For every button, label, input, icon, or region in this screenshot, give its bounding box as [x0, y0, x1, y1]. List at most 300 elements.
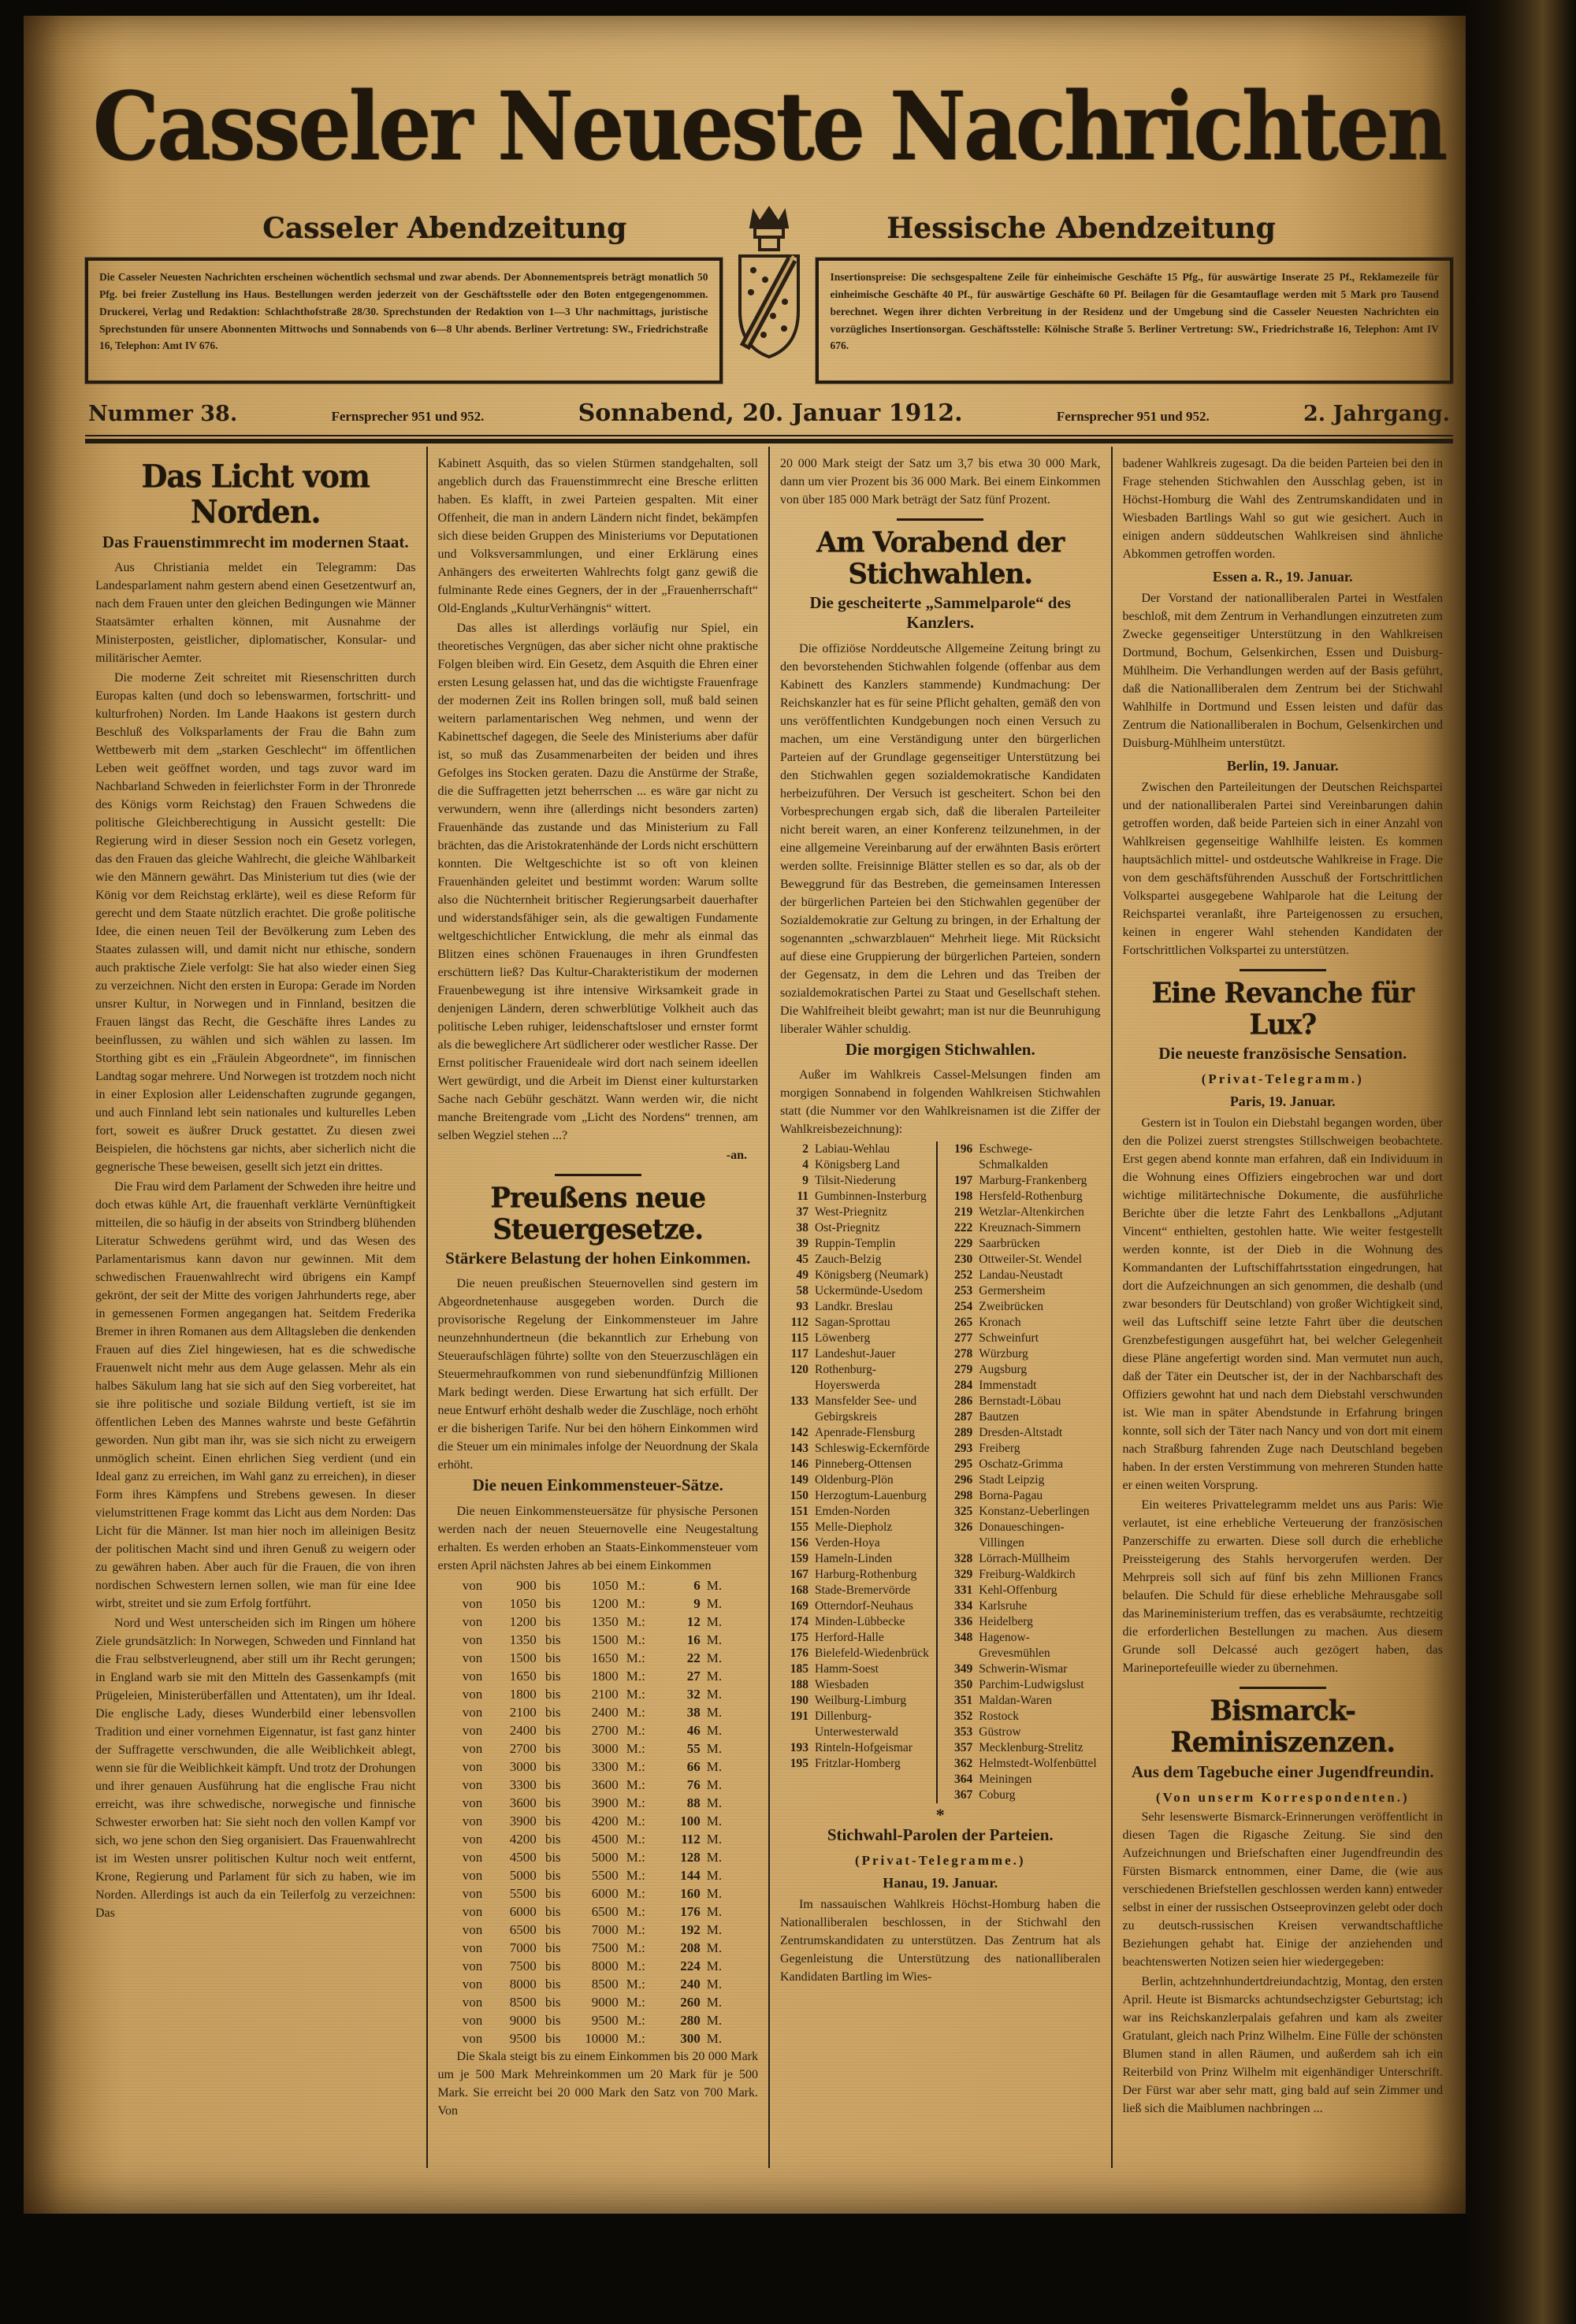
tax-von-label: von	[462, 1903, 483, 1919]
paragraph: Ein weiteres Privattelegramm meldet uns aus Paris: Wie verlautet, ist eine erhebliche Verteuerung der französischen Panzerschiffe zu erwarten. Diese soll durch die erhebliche Preissteigerung des Stahls hervorgerufen werden. Der Mehrpreis soll sich auf fünf bis zehn Millionen Francs belaufen. Die Schuld für diese erhebliche Mehrausgabe soll das Marineministerium treffen, das es verabsäumte, rechtzeitig die erforderlichen Bestellungen zu machen. Aus diesem Grunde soll Delcassé auch gezögert haben, das Marineportefeuille wieder zu übernehmen.	[1122, 1498, 1443, 1676]
tax-von-label: von	[462, 1940, 483, 1955]
tax-amount-value: 27	[686, 1668, 701, 1684]
tax-bis-label: bis	[545, 1849, 561, 1865]
tax-mark-label: M.:	[626, 1758, 645, 1774]
district-item	[780, 1709, 936, 1740]
district-number: 198	[954, 1189, 973, 1203]
tax-bis-label: bis	[545, 1650, 561, 1665]
district-name: Schwerin-Wismar	[979, 1661, 1068, 1676]
district-name: Kronach	[979, 1315, 1021, 1329]
telegram-note: (Privat-Telegramm.)	[1201, 1071, 1364, 1087]
tax-to-value: 7500	[591, 1940, 619, 1955]
paragraph: Außer im Wahlkreis Cassel-Melsungen finden am morgigen Sonnabend in folgenden Wahlkreisen Stichwahlen statt (die Nummer vor den Wahlkreisnamen ist die Ziffer der Wahlkreisbezeichnung):	[780, 1067, 1101, 1136]
district-name: Otterndorf-Neuhaus	[815, 1598, 913, 1613]
book-edge	[1466, 0, 1576, 2324]
tax-amount-value: 280	[680, 2012, 701, 2028]
tax-bis-label: bis	[545, 1740, 561, 1756]
district-item	[944, 1252, 1100, 1268]
district-number: 357	[954, 1740, 973, 1754]
tax-von-label: von	[462, 1994, 483, 2010]
tax-from-value: 2400	[509, 1722, 537, 1738]
district-number: 197	[954, 1173, 973, 1187]
volume-number: 2. Jahrgang.	[1303, 402, 1450, 426]
district-item	[944, 1331, 1100, 1346]
district-item	[780, 1425, 936, 1441]
tax-mark-unit: M.	[706, 1795, 723, 1810]
tax-to-value: 1200	[591, 1595, 619, 1611]
tax-mark-label: M.:	[626, 1940, 645, 1955]
tax-amount-value: 9	[693, 1595, 701, 1611]
district-number: 325	[954, 1504, 973, 1518]
paragraph: Im nassauischen Wahlkreis Höchst-Homburg haben die Nationalliberalen beschlossen, in der Stichwahl den Zentrumskandidaten zu unterstützen. Das Zentrum hat als Gegenleistung die Unterstützung des nationalliberalen Kandidaten Bartling im Wies-	[780, 1897, 1101, 1984]
tax-rate-row	[438, 1667, 759, 1685]
tax-mark-unit: M.	[706, 2012, 723, 2028]
separator-rule	[1240, 969, 1326, 971]
district-number: 175	[790, 1630, 808, 1644]
subtitle-right: Hessische Abendzeitung	[886, 212, 1276, 245]
district-name: Dresden-Altstadt	[979, 1425, 1063, 1439]
district-name: Gumbinnen-Insterburg	[815, 1189, 927, 1203]
tax-von-label: von	[462, 1885, 483, 1901]
district-name: Lörrach-Müllheim	[979, 1551, 1070, 1565]
tax-rate-row	[438, 1631, 759, 1649]
district-item	[780, 1346, 936, 1362]
tax-rate-row	[438, 1830, 759, 1848]
tax-from-value: 6500	[509, 1921, 537, 1937]
district-name: Stadt Leipzig	[979, 1472, 1045, 1487]
district-item	[780, 1205, 936, 1220]
tax-amount-value: 88	[686, 1795, 701, 1810]
tax-mark-label: M.:	[626, 1704, 645, 1720]
tax-mark-unit: M.	[706, 1613, 723, 1629]
district-item	[780, 1252, 936, 1268]
district-number: 151	[790, 1504, 808, 1518]
separator-rule	[1240, 1687, 1326, 1689]
district-name: Güstrow	[979, 1724, 1021, 1739]
tax-from-value: 3900	[509, 1813, 537, 1828]
district-item	[944, 1378, 1100, 1394]
district-item	[780, 1630, 936, 1646]
district-name: Ruppin-Templin	[815, 1236, 896, 1250]
district-name: Borna-Pagau	[979, 1488, 1043, 1502]
district-item	[780, 1504, 936, 1520]
column-1	[85, 447, 426, 2168]
tax-from-value: 5500	[509, 1885, 537, 1901]
district-item	[780, 1173, 936, 1189]
tax-rate-row	[438, 1739, 759, 1758]
tax-to-value: 7000	[591, 1921, 619, 1937]
tax-bis-label: bis	[545, 1903, 561, 1919]
tax-mark-unit: M.	[706, 1940, 723, 1955]
district-number: 117	[790, 1346, 808, 1361]
district-number: 334	[954, 1598, 973, 1613]
district-name: Mecklenburg-Strelitz	[979, 1740, 1084, 1754]
district-name: Herzogtum-Lauenburg	[815, 1488, 927, 1502]
district-number: 190	[790, 1693, 808, 1707]
tax-amount-value: 6	[693, 1577, 701, 1593]
tax-amount-value: 160	[680, 1885, 701, 1901]
paragraph: Die Skala steigt bis zu einem Einkommen bis 20 000 Mark um je 500 Mark Mehreinkommen um 20 Mark für je 500 Mark. Sie erreicht bei 20 000 Mark den Satz von 700 Mark. Von	[437, 2049, 758, 2118]
district-number: 279	[954, 1362, 973, 1376]
paragraph: Die neuen preußischen Steuernovellen sind gestern im Abgeordnetenhause ausgegeben worden. Durch die provisorische Regelung der Einkommensteuer im Jahre neunzehnhundertneun (die bekanntlich zur Erhebung von Steueraufschlägen führte) sollte von den Steuerzuschlägen ein Steuermehraufkommen von rund siebenundfünfzig Millionen Mark bedingt werden. Diese Erwartung hat sich erfüllt. Der neue Entwurf erhöht deshalb weder die Zuschläge, noch erhöht er die bisherigen Tarife. Nur bei den höhern Einkommen wird die Steuer um ein minimales infolge der Neuordnung der Skala erhöht.	[437, 1277, 758, 1472]
district-name: Landeshut-Jauer	[815, 1346, 896, 1361]
district-name: Konstanz-Ueberlingen	[979, 1504, 1090, 1518]
district-name: Schweinfurt	[979, 1331, 1039, 1345]
tax-von-label: von	[462, 2030, 483, 2046]
asterisk-separator: *	[935, 1804, 945, 1825]
district-name: Donaueschingen-Villingen	[979, 1520, 1065, 1550]
publication-date: Sonnabend, 20. Januar 1912.	[578, 399, 963, 427]
tax-from-value: 1200	[509, 1613, 537, 1629]
tax-amount-value: 176	[680, 1903, 701, 1919]
paragraph: Zwischen den Parteileitungen der Deutschen Reichspartei und der nationalliberalen Partei sind Vereinbarungen dahin getroffen worden, daß beide Parteien sich in einer Anzahl von Wahlkreisen gegenseitige Wahlhilfe leisten. Es kommen hauptsächlich mittel- und ostdeutsche Wahlkreise in Frage. Die von dem geschäftsführenden Ausschuß der Fortschrittlichen Volkspartei ausgegebene Wahlparole hat die Leitung der Reichspartei veranlaßt, ihre Parteigenossen zu ersuchen, keinen in engerer Wahl stehenden Kandidaten der Fortschrittlichen Volkspartei zu unterstützen.	[1122, 781, 1443, 957]
district-name: Maldan-Waren	[979, 1693, 1052, 1707]
district-name: Schleswig-Eckernförde	[815, 1441, 930, 1455]
tax-from-value: 4200	[509, 1831, 537, 1847]
district-sublist-left	[780, 1142, 936, 1803]
district-name: Landkr. Breslau	[815, 1299, 894, 1313]
district-number: 331	[954, 1583, 973, 1597]
tax-mark-label: M.:	[626, 1831, 645, 1847]
district-number: 253	[954, 1283, 973, 1298]
tax-to-value: 5500	[591, 1867, 619, 1883]
tax-amount-value: 300	[680, 2030, 701, 2046]
district-item	[944, 1220, 1100, 1236]
article-subhead: Die neueste französische Sensation.	[1158, 1044, 1407, 1064]
district-name: Herford-Halle	[815, 1630, 884, 1644]
tax-rate-row	[438, 1721, 759, 1739]
tax-mark-unit: M.	[706, 1867, 723, 1883]
district-number: 193	[790, 1740, 808, 1754]
tax-von-label: von	[462, 1740, 483, 1756]
tax-mark-unit: M.	[706, 1849, 723, 1865]
district-number: 93	[796, 1299, 808, 1313]
district-item	[780, 1142, 936, 1157]
district-number: 298	[954, 1488, 973, 1502]
district-number: 191	[790, 1709, 808, 1723]
district-name: Löwenberg	[815, 1331, 871, 1345]
district-number: 142	[790, 1425, 808, 1439]
tax-bis-label: bis	[545, 1595, 561, 1611]
tax-von-label: von	[462, 1704, 483, 1720]
district-name: Coburg	[979, 1788, 1016, 1802]
district-number: 11	[797, 1189, 808, 1203]
district-number: 58	[796, 1283, 808, 1298]
district-number: 296	[954, 1472, 973, 1487]
district-number: 286	[954, 1394, 973, 1408]
district-item	[944, 1740, 1100, 1756]
tax-rate-row	[438, 1939, 759, 1957]
district-name: Verden-Hoya	[815, 1535, 880, 1550]
district-item	[780, 1693, 936, 1709]
tax-amount-value: 240	[680, 1976, 701, 1992]
advertising-info-box: Insertionspreise: Die sechsgespaltene Zeile für einheimische Geschäfte 15 Pfg., für auswärtige Inserate 25 Pf., Reklamezeile für einheimische Geschäfte 40 Pf., für auswärtige Geschäfte 60 Pf. Beilagen für die Gesamtauflage werden mit 5 Mark pro Tausend berechnet. Wegen ihrer dichten Verbreitung in der Residenz und der Umgebung sind die Casseler Neuesten Nachrichten ein vorzügliches Insertionsorgan. Geschäftsstelle: Kölnische Straße 5. Berliner Vertretung: SW., Friedrichstraße 16, Telephon: Amt IV 676.	[816, 258, 1453, 384]
district-number: 289	[954, 1425, 973, 1439]
district-item	[944, 1772, 1100, 1788]
district-number: 156	[790, 1535, 808, 1550]
district-name: Mansfelder See- und Gebirgskreis	[815, 1394, 917, 1424]
tax-von-label: von	[462, 1577, 483, 1593]
tax-mark-unit: M.	[706, 1595, 723, 1611]
tax-to-value: 3900	[591, 1795, 619, 1810]
district-item	[944, 1567, 1100, 1583]
district-item	[944, 1283, 1100, 1299]
district-item	[780, 1157, 936, 1173]
separator-rule	[555, 1174, 641, 1176]
tax-bis-label: bis	[545, 1758, 561, 1774]
district-item	[780, 1661, 936, 1677]
district-item	[944, 1551, 1100, 1567]
masthead-divider-rule	[85, 435, 1453, 444]
district-name: Karlsruhe	[979, 1598, 1028, 1613]
district-item	[944, 1724, 1100, 1740]
district-number: 120	[790, 1362, 808, 1376]
district-item	[780, 1315, 936, 1331]
tax-von-label: von	[462, 1958, 483, 1973]
tax-rate-row	[438, 1957, 759, 1975]
tax-to-value: 3600	[591, 1776, 619, 1792]
tax-to-value: 5000	[591, 1849, 619, 1865]
district-number: 159	[790, 1551, 808, 1565]
district-name: Heidelberg	[979, 1614, 1033, 1628]
tax-mark-unit: M.	[706, 1976, 723, 1992]
tax-to-value: 1500	[591, 1632, 619, 1647]
paragraph: Die neuen Einkommensteuersätze für physische Personen werden nach der neuen Steuernovelle eine Neugestaltung erhalten. Es werden erhoben an Staats-Einkommensteuer vom ersten April nächsten Jahres ab bei einem Einkommen	[437, 1504, 758, 1572]
district-item	[944, 1394, 1100, 1409]
tax-mark-unit: M.	[706, 1758, 723, 1774]
district-item	[780, 1598, 936, 1614]
tax-to-value: 1650	[591, 1650, 619, 1665]
tax-mark-label: M.:	[626, 1650, 645, 1665]
paragraph: Kabinett Asquith, das so vielen Stürmen standgehalten, soll angeblich durch das Frauenstimmrecht eine Bresche erlitten haben. Es klafft, in zwei Parteien gespalten. Mit einer Offenheit, die man in andern Ländern nicht findet, bekämpfen sich diese beiden Gruppen des Ministeriums vor Deputationen und Volksversammlungen, und einer Erklärung eines Anhängers des erweiterten Wahlrechts folgt ganz gewiß die fulminante Rede eines Gegners, der in der „Frauenherrschaft“ Old-Englands „KulturVerhängnis“ wittert.	[437, 457, 758, 615]
tax-von-label: von	[462, 1686, 483, 1702]
tax-from-value: 8500	[509, 1994, 537, 2010]
tax-mark-label: M.:	[626, 1994, 645, 2010]
district-number: 364	[954, 1772, 973, 1786]
district-name: West-Priegnitz	[815, 1205, 887, 1219]
tax-from-value: 9500	[509, 2030, 537, 2046]
district-name: Emden-Norden	[815, 1504, 890, 1518]
tax-bis-label: bis	[545, 1686, 561, 1702]
district-name: Hameln-Linden	[815, 1551, 893, 1565]
district-item	[780, 1488, 936, 1504]
article-headline: Das Licht vom Norden.	[141, 457, 370, 530]
tax-mark-unit: M.	[706, 1686, 723, 1702]
tax-rate-row	[438, 1794, 759, 1812]
district-name: Hersfeld-Rothenburg	[979, 1189, 1083, 1203]
district-name: Minden-Lübbecke	[815, 1614, 905, 1628]
district-number: 329	[954, 1567, 973, 1581]
paragraph: Aus Christiania meldet ein Telegramm: Das Landesparlament nahm gestern abend einen Gesetzentwurf an, nach dem Frauen unter den gleichen Bedingungen wie Männer Staatsämter erhalten können, mit Ausnahme der Ministerposten, geistlicher, diplomatischer, Konsular- und militärischer Aemter.	[95, 561, 416, 666]
tax-from-value: 1500	[509, 1650, 537, 1665]
tax-amount-value: 12	[686, 1613, 701, 1629]
tax-amount-value: 55	[686, 1740, 701, 1756]
district-item	[944, 1520, 1100, 1551]
tax-from-value: 3600	[509, 1795, 537, 1810]
tax-mark-unit: M.	[706, 1704, 723, 1720]
district-list	[780, 1142, 1101, 1803]
tax-amount-value: 260	[680, 1994, 701, 2010]
tax-bis-label: bis	[545, 1613, 561, 1629]
district-name: Augsburg	[979, 1362, 1028, 1376]
district-number: 169	[790, 1598, 808, 1613]
district-item	[780, 1220, 936, 1236]
tax-mark-unit: M.	[706, 1958, 723, 1973]
tax-mark-label: M.:	[626, 2030, 645, 2046]
district-item	[780, 1441, 936, 1457]
column-3	[768, 447, 1111, 2168]
tax-amount-value: 144	[680, 1867, 701, 1883]
tax-bis-label: bis	[545, 1632, 561, 1647]
district-item	[944, 1598, 1100, 1614]
tax-mark-label: M.:	[626, 1795, 645, 1810]
tax-bis-label: bis	[545, 2012, 561, 2028]
tax-mark-unit: M.	[706, 1776, 723, 1792]
tax-mark-unit: M.	[706, 1831, 723, 1847]
column-2	[426, 447, 769, 2168]
tax-mark-label: M.:	[626, 1885, 645, 1901]
district-number: 37	[796, 1205, 808, 1219]
district-number: 39	[796, 1236, 808, 1250]
district-name: Parchim-Ludwigslust	[979, 1677, 1084, 1691]
district-name: Kehl-Offenburg	[979, 1583, 1057, 1597]
district-name: Immenstadt	[979, 1378, 1037, 1392]
article-headline: Eine Revanche für Lux?	[1151, 977, 1414, 1042]
article-subhead: Aus dem Tagebuche einer Jugendfreundin.	[1131, 1762, 1434, 1781]
tax-rate-row	[438, 1758, 759, 1776]
district-number: 149	[790, 1472, 808, 1487]
tax-to-value: 1800	[591, 1668, 619, 1684]
tax-bis-label: bis	[545, 1940, 561, 1955]
paragraph: Nord und West unterscheiden sich im Ringen um höhere Ziele grundsätzlich: In Norwegen, Schweden und Finnland hat die Frau selbstverleugnend, aber still um ihr Recht gerungen; in England warb sie mit den Mitteln des Gassenkampfs (mit Prügeleien, Ministerüberfällen und Attentaten), um ihr Ideal. Die englische Lady, dieses Wunderbild einer lebensvollen Tradition und einer vornehmen Eigennatur, ist fast ganz hinter der Suffragette verschwunden, die alle Weiblichkeit ablegt, wenn sie für die Weiblichkeit kämpft. Und trotz der Drohungen und ihrer genauen Ausführung hat die englische Frau nicht erreicht, was ihre schwedische, norwegische und finnische Schwester erworben hat: Sie sieht noch den vollen Kampf vor sich, wo jene schon den Sieg organisiert. Das Frauenwahlrecht ist im Westen unsrer politischen Kultur noch weit entfernt, Krone, Regierung und Parlament für sich zu haben, wie im Norden. Allerdings ist auch da ein Teilerfolg zu verzeichnen: Das	[95, 1617, 416, 1921]
author-signature: -an.	[726, 1149, 747, 1162]
district-number: 155	[790, 1520, 808, 1534]
tax-mark-label: M.:	[626, 1776, 645, 1792]
paragraph: Gestern ist in Toulon ein Diebstahl begangen worden, über den die Polizei zuerst strengstes Stillschweigen beobachtete. Erst gegen abend konnte man erfahren, daß ein Individuum in die Wohnung eines Offiziers eingebrochen war und dort wichtige militärtechnische Dokumente, die ausführliche Berichte über die letzte Fahrt des Lenkballons „Adjutant Vincent“ enthielten, gestohlen hatte. Wie weiter festgestellt werden konnte, ist der Dieb in die Wohnung des Kommandanten der Luftschiffahrtsstation eingedrungen, hat dort die Aufzeichnungen an sich genommen, die deshalb (und zwar besonders für Deutschland) von großer Wichtigkeit sind, weil das Luftschiff seine letzte Fahrt über die deutschen Grenzbefestigungen ausgeführt hat, bei welcher Gelegenheit diese Pläne angefertigt worden sind. Man vermutet nun auch, daß der Täter ein Deutscher ist, der in der Nachbarschaft des Offiziers gewohnt hat und nach dem Diebstahl verschwunden ist. Wie man in später Abendstunde in Erfahrung bringen konnte, soll sich der Täter nach Nancy und von dort mit einem nach Straßburg fahrenden Zuge nach Deutschland begeben haben. In der ersten Verstimmung von mehreren Stunden hatte er einen weiten Vorsprung.	[1122, 1116, 1443, 1493]
tax-bis-label: bis	[545, 1668, 561, 1684]
district-number: 326	[954, 1520, 973, 1534]
district-number: 143	[790, 1441, 808, 1455]
tax-to-value: 9500	[591, 2012, 619, 2028]
paragraph: Berlin, achtzehnhundertdreiundachtzig, Montag, den ersten April. Heute ist Bismarcks achtundsechzigster Geburtstag; ich war ins Reichskanzlerpalais gefahren und kam als zweiter Gratulant, gleich nach Prinz Wilhelm. Eine Fülle der schönsten Blumen stand in allen Räumen, und außerdem sah ich ein Reiterbild von Prinz Wilhelm mit eigenhändiger Unterschrift. Der Fürst war aber sehr matt, ging bald auf sein Zimmer und ließ sich die Maiblumen nachbringen ...	[1122, 1974, 1443, 2115]
tax-to-value: 3300	[591, 1758, 619, 1774]
tax-von-label: von	[462, 2012, 483, 2028]
district-number: 219	[954, 1205, 973, 1219]
tax-mark-label: M.:	[626, 1613, 645, 1629]
district-number: 112	[790, 1315, 808, 1329]
district-item	[780, 1457, 936, 1472]
district-number: 328	[954, 1551, 973, 1565]
district-name: Bernstadt-Löbau	[979, 1394, 1061, 1408]
district-item	[780, 1283, 936, 1299]
tax-bis-label: bis	[545, 1976, 561, 1992]
tax-rate-row	[438, 2011, 759, 2029]
district-number: 38	[796, 1220, 808, 1234]
tax-from-value: 3300	[509, 1776, 537, 1792]
tax-von-label: von	[462, 1921, 483, 1937]
district-number: 287	[954, 1409, 973, 1424]
tax-from-value: 900	[516, 1577, 537, 1593]
phone-right: Fernsprecher 951 und 952.	[1056, 409, 1210, 424]
district-name: Saarbrücken	[979, 1236, 1040, 1250]
district-number: 168	[790, 1583, 808, 1597]
tax-amount-value: 128	[680, 1849, 701, 1865]
district-item	[780, 1299, 936, 1315]
district-item	[780, 1756, 936, 1772]
article-headline: Preußens neue Steuergesetze.	[490, 1182, 706, 1247]
tax-bis-label: bis	[545, 1722, 561, 1738]
tax-mark-label: M.:	[626, 1813, 645, 1828]
tax-von-label: von	[462, 1758, 483, 1774]
paragraph: Die moderne Zeit schreitet mit Riesenschritten durch Europas kalten (und doch so lebenswarmen, fortschritt- und kulturfrohen) Norden. Im Lande Haakons ist gestern durch Beschluß des Volksparlaments der Frau die Bahn zum Wettbewerb mit dem „starken Geschlecht“ im öffentlichen Leben weit geöffnet worden, und tags zuvor ward im Nachbarland Schweden in feierlichster Form in der Thronrede des Königs vorm Reichstag) den Frauen Schwedens die politische Gleichberechtigung in Aussicht gestellt: Die Regierung wird in dieser Session noch ein Gesetz vorlegen, das den Frauen das gleiche Wahlrecht, die gleiche Wählbarkeit wie den Männern gewährt. Das Ministerium tut dies (wie der König vor dem Reichstag erklärte), weil es diese Reform für gerecht und dem Staate nützlich erachtet. Die große politische Idee, die einen neuen Teil der Bevölkerung zum Leben des Staates zulassen will, und damit nicht nur ethische, sondern auch praktische Ziele verfolgt: Sie hat also wieder einen Sieg zu verzeichnen. Nicht den ersten in Europa: Gerade im Norden unsrer Kultur, in Norwegen und in Finnland, besitzen die Frauen längst das Recht, die Geschäfte ihres Landes zu beeinflussen, zu wählen und sich wählen zu lassen. Im Storthing gibt es ein „Fräulein Abgeordnete“, im finnischen Landtag sogar mehrere. Und Norwegen ist trotzdem noch nicht in einer Explosion aller Leidenschaften zugrunde gegangen, und auch Finnland lebt sein nationales und kulturelles Leben fort, soweit es äußrer Druck gestattet. Zu diesen zwei Beispielen, die höchstens gar nichts, aber sicherlich nicht die gegnerische These beweisen, gesellt sich jetzt ein drittes.	[95, 671, 416, 1175]
district-item	[944, 1425, 1100, 1441]
district-number: 133	[790, 1394, 808, 1408]
district-number: 115	[790, 1331, 808, 1345]
district-number: 254	[954, 1299, 973, 1313]
district-number: 174	[790, 1614, 808, 1628]
tax-rate-row	[438, 1776, 759, 1794]
tax-amount-value: 224	[680, 1958, 701, 1973]
tax-bis-label: bis	[545, 1577, 561, 1593]
district-name: Bielefeld-Wiedenbrück	[815, 1646, 929, 1660]
tax-amount-value: 16	[686, 1632, 701, 1647]
district-number: 362	[954, 1756, 973, 1770]
district-number: 150	[790, 1488, 808, 1502]
tax-mark-unit: M.	[706, 1650, 723, 1665]
district-name: Rostock	[979, 1709, 1020, 1723]
district-number: 167	[790, 1567, 808, 1581]
district-item	[944, 1236, 1100, 1252]
telegram-note: (Von unserm Korrespondenten.)	[1155, 1789, 1410, 1805]
district-name: Marburg-Frankenberg	[979, 1173, 1087, 1187]
tax-mark-label: M.:	[626, 1903, 645, 1919]
dateline-row	[85, 399, 1453, 427]
tax-von-label: von	[462, 1831, 483, 1847]
district-item	[780, 1189, 936, 1205]
tax-to-value: 2700	[591, 1722, 619, 1738]
district-name: Harburg-Rothenburg	[815, 1567, 917, 1581]
article-subhead: Stärkere Belastung der hohen Einkommen.	[445, 1249, 751, 1268]
tax-to-value: 4200	[591, 1813, 619, 1828]
district-number: 195	[790, 1756, 808, 1770]
district-number: 353	[954, 1724, 973, 1739]
article-subhead: Die gescheiterte „Sammelparole“ des Kanzlers.	[809, 593, 1071, 633]
district-item	[944, 1173, 1100, 1189]
district-item	[780, 1362, 936, 1394]
tax-to-value: 9000	[591, 1994, 619, 2010]
article-headline: Bismarck-Reminiszenzen.	[1170, 1695, 1396, 1760]
district-name: Hamm-Soest	[815, 1661, 879, 1676]
tax-rate-row	[438, 2029, 759, 2047]
tax-to-value: 6500	[591, 1903, 619, 1919]
tax-amount-value: 100	[680, 1813, 701, 1828]
district-item	[944, 1142, 1100, 1173]
newspaper-page	[24, 16, 1466, 2214]
district-name: Ost-Priegnitz	[815, 1220, 880, 1234]
district-name: Dillenburg-Unterwesterwald	[815, 1709, 898, 1739]
district-name: Meiningen	[979, 1772, 1032, 1786]
district-item	[780, 1535, 936, 1551]
tax-mark-unit: M.	[706, 1632, 723, 1647]
tax-bis-label: bis	[545, 1831, 561, 1847]
district-number: 188	[790, 1677, 808, 1691]
district-item	[780, 1268, 936, 1283]
tax-rate-row	[438, 1921, 759, 1939]
tax-bis-label: bis	[545, 1704, 561, 1720]
district-number: 336	[954, 1614, 973, 1628]
district-name: Kreuznach-Simmern	[979, 1220, 1081, 1234]
tax-von-label: von	[462, 1776, 483, 1792]
